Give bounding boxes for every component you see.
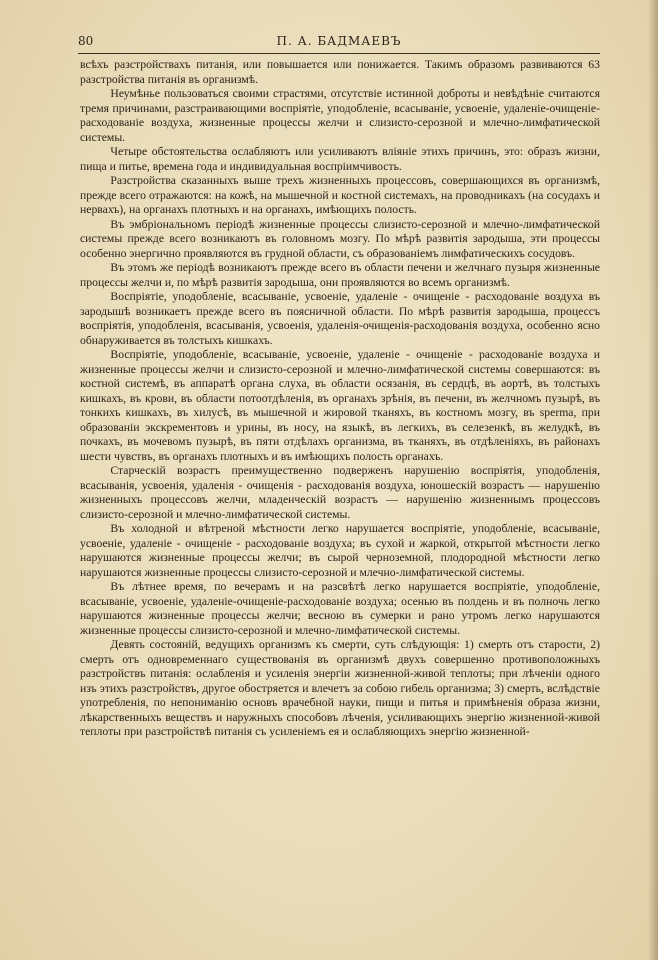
body-text	[80, 58, 600, 740]
paragraph: Воспріятіе, уподобленіе, всасываніе, усвоеніе, удаленіе - очищеніе - расходованіе воздуха и жизненные процессы желчи и слизисто-серозной и млечно-лимфатической системы совершаются: въ костной системѣ, въ аппаратѣ органа слуха, въ области осязанія, въ сердцѣ, въ аортѣ, въ толстыхъ кишкахъ, въ крови, въ области потоотдѣленія, въ органахъ зрѣнія, въ печени, въ желчномъ пузырѣ, въ тонкихъ кишкахъ, въ хилусѣ, въ мышечной и жировой тканяхъ, въ костномъ мозгу, въ sperma, при образованіи экскрементовъ и урины, въ носу, на языкѣ, въ легкихъ, въ селезенкѣ, въ желудкѣ, въ почкахъ, въ мочевомъ пузырѣ, въ пяти отдѣлахъ организма, въ тканяхъ, въ отдѣленіяхъ, въ районахъ шести чувствъ, въ органахъ плотныхъ и въ имѣющихъ полость органахъ.	[80, 348, 600, 463]
paragraph: Воспріятіе, уподобленіе, всасываніе, усвоеніе, удаленіе - очищеніе - расходованіе воздуха въ зародышѣ возникаетъ прежде всего въ поясничной области. По мѣрѣ развитія зародыша, процессъ воспріятія, уподобленія, всасыванія, усвоенія, удаленія-очищенія-расходованія воздуха, особенно ясно обнаруживается въ толстыхъ кишкахъ.	[80, 290, 600, 347]
paragraph: Въ лѣтнее время, по вечерамъ и на разсвѣтѣ легко нарушается воспріятіе, уподобленіе, всасываніе, усвоеніе, удаленіе-очищеніе-расходованіе воздуха; осенью въ полдень и въ полночь легко нарушаются жизненные процессы желчи; весною въ сумерки и рано утромъ легко нарушаются жизненные процессы слизисто-серозной и млечно-лимфатической системы.	[80, 580, 600, 637]
page-number: 80	[78, 34, 94, 48]
paragraph: Четыре обстоятельства ослабляютъ или усиливаютъ вліяніе этихъ причинъ, это: образъ жизни, пища и питье, времена года и индивидуальная воспріимчивость.	[80, 145, 600, 173]
paragraph: Девять состояній, ведущихъ организмъ къ смерти, суть слѣдующія: 1) смерть отъ старости, 2) смерть отъ одновременнаго существованія въ организмѣ двухъ совершенно противоположныхъ разстройствъ питанія: ослабленія и усиленія энергіи жизненной-живой теплоты; при лѣченіи одного изъ этихъ разстройствъ, другое обостряется и влечетъ за собою гибель организма; 3) смерть, вслѣдствіе употребленія, по непониманію основъ врачебной науки, пищи и питья и примѣненія образа жизни, лѣкарственныхъ веществъ и наружныхъ способовъ лѣченія, усиливающихъ энергію жизненной-живой теплоты при разстройствѣ питанія съ усиленіемъ ея и ослабляющихъ энергію жизненной-	[80, 638, 600, 738]
paragraph: Разстройства сказанныхъ выше трехъ жизненныхъ процессовъ, совершающихся въ организмѣ, прежде всего отражаются: на кожѣ, на мышечной и костной системахъ, на проводникахъ (на сосудахъ и нервахъ), на органахъ плотныхъ и на органахъ, имѣющихъ полость.	[80, 174, 600, 216]
paragraph: Старческій возрастъ преимущественно подверженъ нарушенію воспріятія, уподобленія, всасыванія, усвоенія, удаленія - очищенія - расходованія воздуха, юношескій возрастъ — нарушенію жизненныхъ процессовъ желчи, младенческій возрастъ — нарушенію жизненнымъ процессовъ слизисто-серозной и млечно-лимфатической системы.	[80, 464, 600, 521]
page-edge-shadow	[648, 0, 658, 960]
paragraph: Неумѣнье пользоваться своими страстями, отсутствіе истинной доброты и невѣдѣніе считаются тремя причинами, разстраивающими воспріятіе, уподобленіе, всасываніе, усвоеніе, удаленіе-очищеніе-расходованіе воздуха, жизненные процессы желчи и слизисто-серозной и млечно-лимфатической системы.	[80, 87, 600, 144]
running-head: П. А. БАДМАЕВЪ	[276, 34, 402, 48]
paragraph: всѣхъ разстройствахъ питанія, или повышается или понижается. Такимъ образомъ развиваются 63 разстройства питанія въ организмѣ.	[80, 58, 600, 86]
paragraph: Въ эмбріональномъ періодѣ жизненные процессы слизисто-серозной и млечно-лимфатической системы прежде всего возникаютъ въ головномъ мозгу. По мѣрѣ развитія зародыша, эти процессы особенно энергично проявляются въ грудной области, съ образованіемъ лимфатическихъ сосудовъ.	[80, 217, 600, 260]
page-header	[78, 34, 600, 52]
paragraph: Въ этомъ же періодѣ возникаютъ прежде всего въ области печени и желчнаго пузыря жизненные процессы желчи и, по мѣрѣ развитія зародыша, они проявляются во всемъ организмѣ.	[80, 261, 600, 289]
paragraph: Въ холодной и вѣтреной мѣстности легко нарушается воспріятіе, уподобленіе, всасываніе, усвоеніе, удаленіе - очищеніе - расходованіе воздуха; въ сухой и жаркой, открытой мѣстности легко нарушаются жизненные процессы желчи; въ сырой черноземной, плодородной мѣстности легко нарушаются жизненные процессы слизисто-серозной и млечно-лимфатической системы.	[80, 522, 600, 579]
header-rule	[78, 53, 600, 54]
